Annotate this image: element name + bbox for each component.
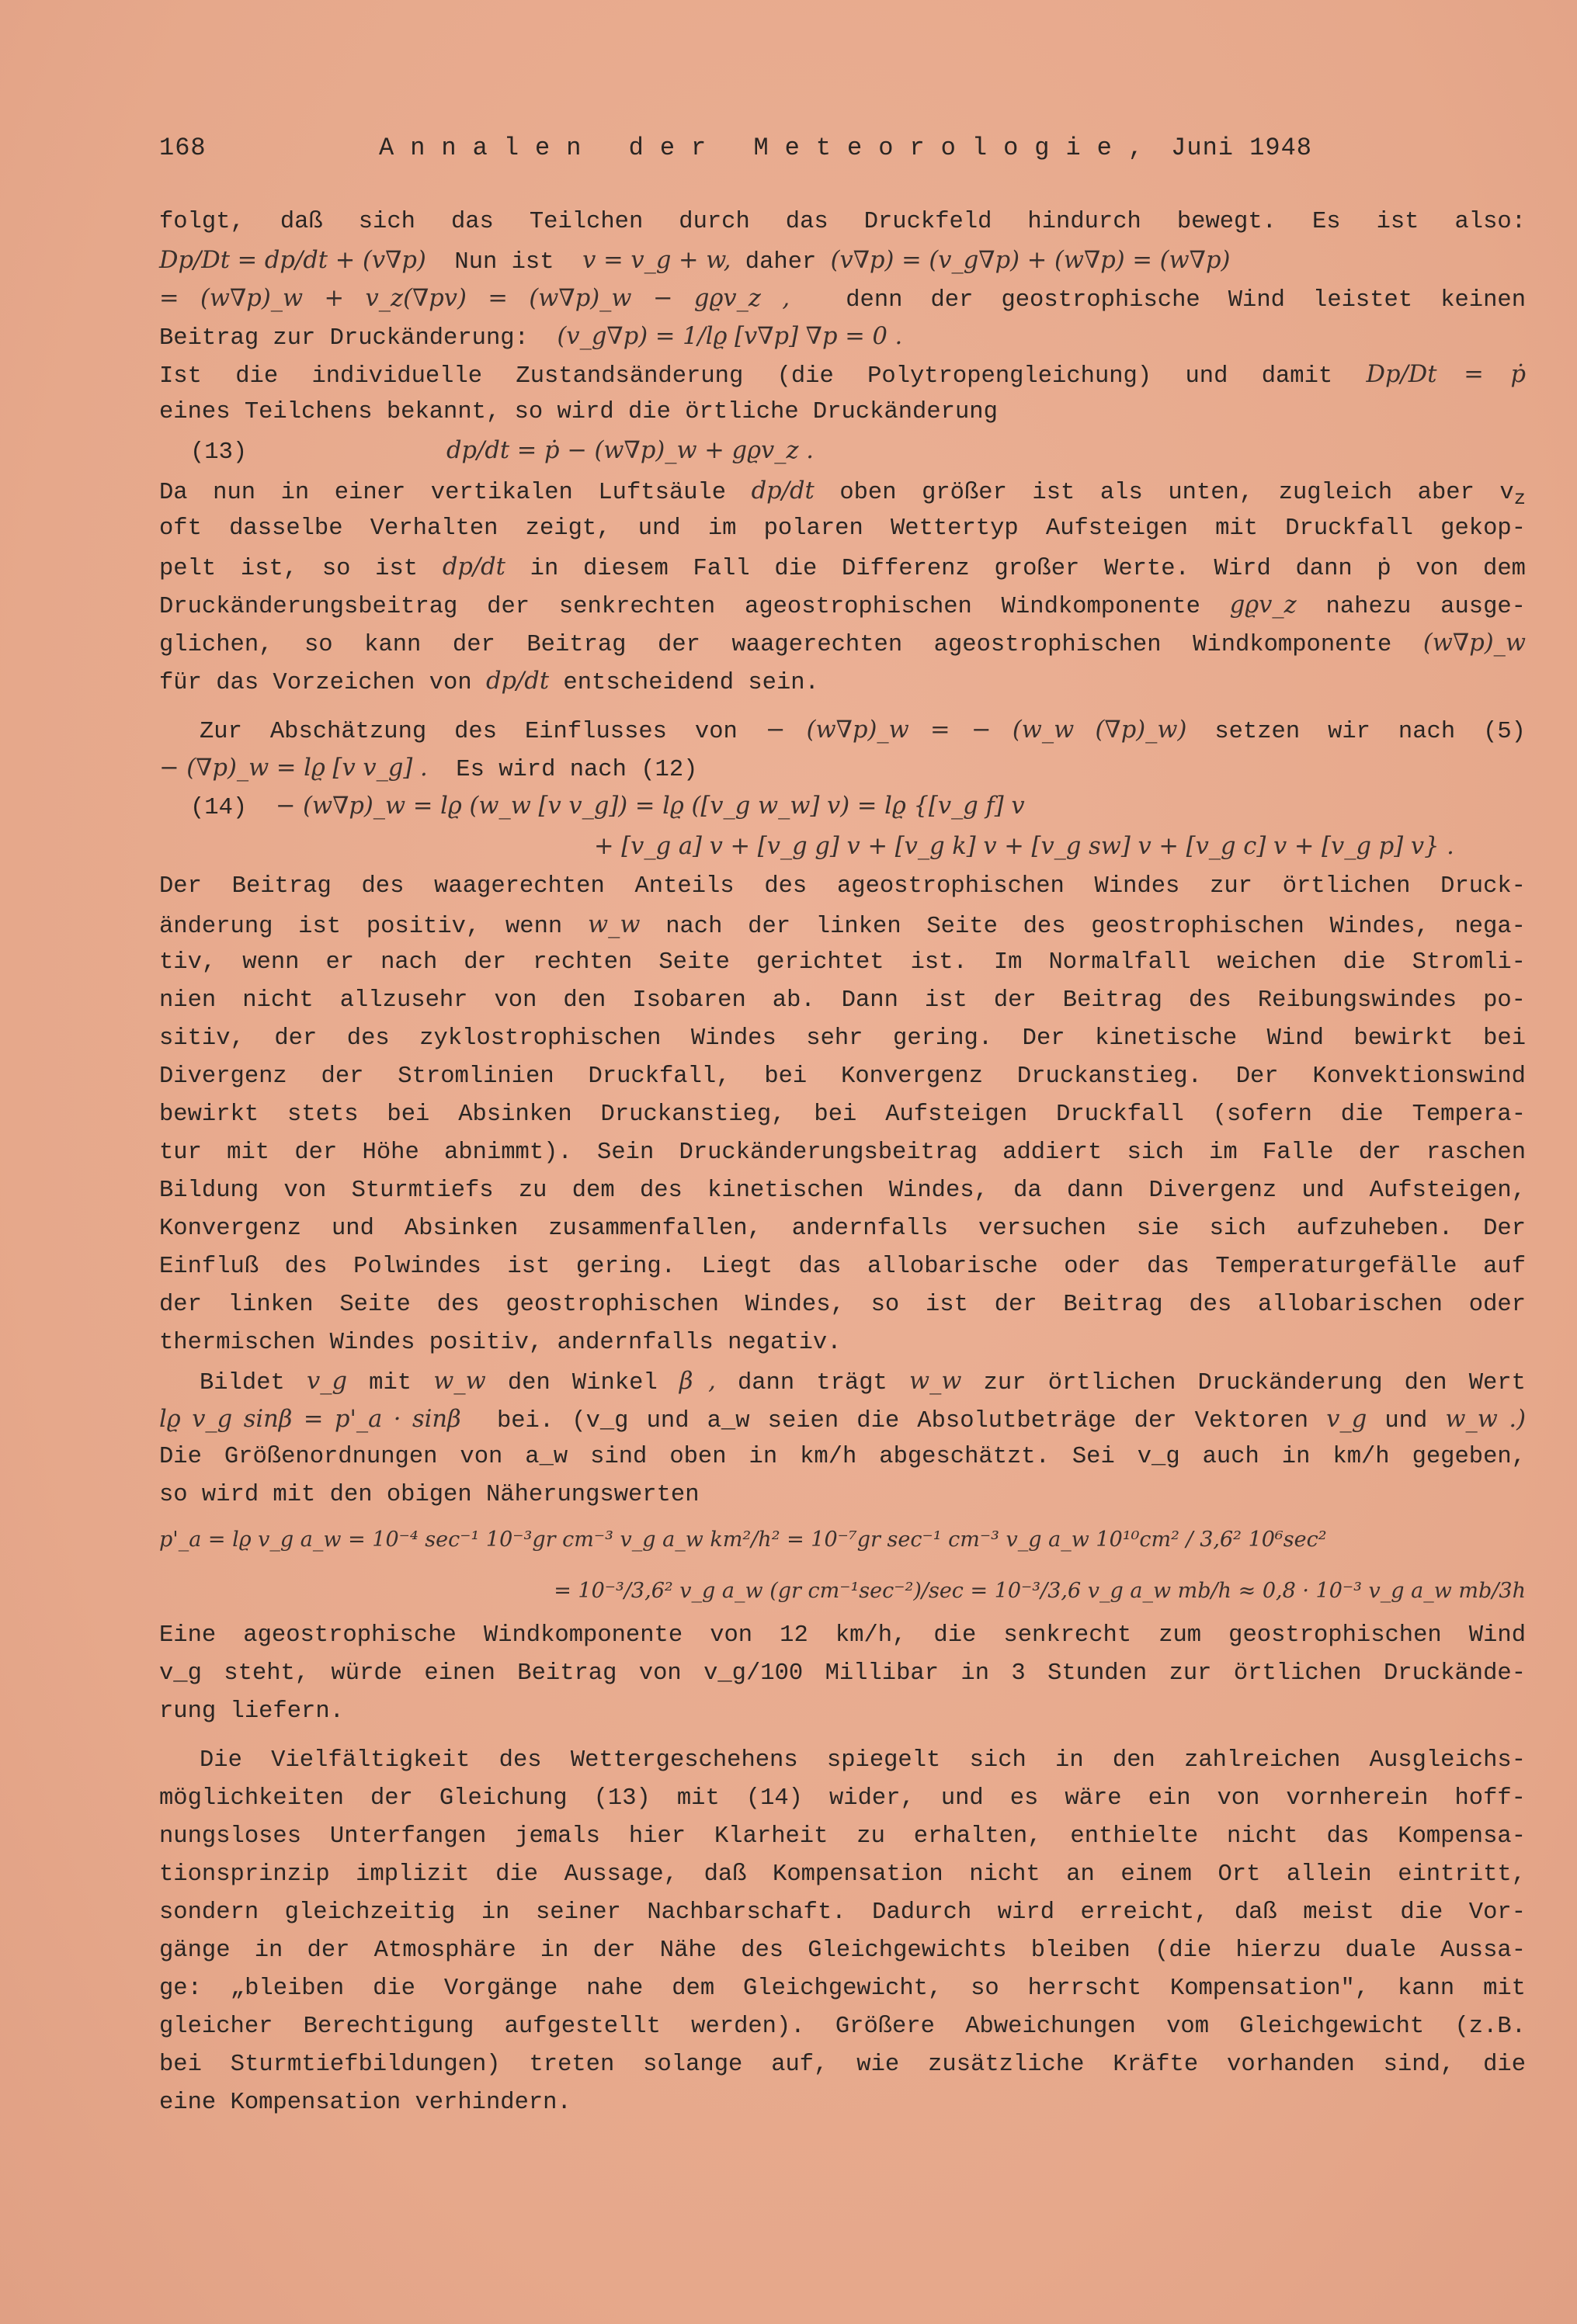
- text-line: Ist die individuelle Zustandsänderung (die Polytropengleichung) und damit Dp/Dt = ṗ: [159, 361, 1527, 390]
- text-line: gleicher Berechtigung aufgestellt werden). Größere Abweichungen vom Gleichgewicht (z.B.: [159, 2014, 1526, 2040]
- text-line: rung liefern.: [159, 1698, 344, 1725]
- formula: − (w∇p)_w = − (w_w (∇p)_w): [765, 716, 1187, 744]
- text-line: Die Größenordnungen von a_w sind oben in km/h abgeschätzt. Sei v_g auch in km/h gegeben,: [159, 1444, 1526, 1470]
- text-line: Konvergenz und Absinken zusammenfallen, andernfalls versuchen sie sich aufzuheben. Der: [159, 1216, 1526, 1242]
- text-line: Zur Abschätzung des Einflusses von − (w∇p)_w = − (w_w (∇p)_w) setzen wir nach (5): [200, 716, 1526, 745]
- equation-14-continued: [159, 827, 1526, 868]
- text-line: eine Kompensation verhindern.: [159, 2090, 571, 2116]
- text-line: gänge in der Atmosphäre in der Nähe des Gleichgewichts bleiben (die hierzu duale Aussa-: [159, 1937, 1526, 1964]
- equation-13: [159, 432, 1526, 472]
- formula: v_g: [1326, 1406, 1367, 1433]
- equation-number: (13): [190, 439, 248, 466]
- text-line: oft dasselbe Verhalten zeigt, und im polaren Wettertyp Aufsteigen mit Druckfall gekop-: [159, 515, 1526, 542]
- formula: gϱv_z: [1229, 591, 1297, 619]
- formula: w_w: [909, 1368, 962, 1395]
- text-line: Da nun in einer vertikalen Luftsäule dp/dt oben größer ist als unten, zugleich aber $v_z$: [159, 477, 1526, 511]
- text-line: Der Beitrag des waagerechten Anteils des ageostrophischen Windes zur örtlichen Druck-: [159, 873, 1526, 900]
- text-line: ge: „bleiben die Vorgänge nahe dem Gleichgewicht, so herrscht Kompensation", kann mit: [159, 1975, 1526, 2002]
- text-line: Die Vielfältigkeit des Wettergeschehens spiegelt sich in den zahlreichen Ausgleichs-: [200, 1747, 1526, 1774]
- text-line: pelt ist, so ist dp/dt in diesem Fall die Differenz großer Werte. Wird dann ṗ von dem: [159, 553, 1526, 582]
- formula: + [v_g a] v + [v_g g] v + [v_g k] v + [v_g sw] v + [v_g c] v + [v_g p] v} .: [594, 833, 1454, 860]
- formula: − (w∇p)_w = lϱ (w_w [v v_g]) = lϱ ([v_g w_w] v) = lϱ {[v_g f] v: [275, 793, 1025, 820]
- text-line: Eine ageostrophische Windkomponente von 12 km/h, die senkrecht zum geostrophischen Wind: [159, 1622, 1526, 1649]
- equation-14: [159, 787, 1526, 827]
- text-line: Bildet v_g mit w_w den Winkel β , dann trägt w_w zur örtlichen Druckänderung den Wert: [200, 1368, 1526, 1396]
- formula: w_w: [433, 1368, 486, 1395]
- formula: (v_g∇p) = 1/lϱ [v∇p] ∇p = 0 .: [557, 323, 903, 350]
- formula: (v∇p) = (v_g∇p) + (w∇p) = (w∇p): [830, 247, 1231, 274]
- text-line: sondern gleichzeitig in seiner Nachbarschaft. Dadurch wird erreicht, daß meist die Vor-: [159, 1899, 1526, 1926]
- text-line: tionsprinzip implizit die Aussage, daß Kompensation nicht an einem Ort allein eintritt,: [159, 1861, 1526, 1888]
- text-line: − (∇p)_w = lϱ [v v_g] . Es wird nach (12): [159, 754, 698, 783]
- text-line: Druckänderungsbeitrag der senkrechten ageostrophischen Windkomponente gϱv_z nahezu ausge-: [159, 591, 1526, 620]
- issue-date: Juni 1948: [1171, 134, 1312, 162]
- text-line: folgt, daß sich das Teilchen durch das Druckfeld hindurch bewegt. Es ist also:: [159, 209, 1526, 235]
- formula: v = v_g + w,: [582, 247, 731, 274]
- journal-title: Annalen der Meteorologie,: [379, 134, 1160, 162]
- formula: Dp/Dt = ṗ: [1366, 361, 1527, 388]
- text-line: v_g steht, würde einen Beitrag von v_g/100 Millibar in 3 Stunden zur örtlichen Druckände-: [159, 1660, 1526, 1687]
- text-line: Divergenz der Stromlinien Druckfall, bei Konvergenz Druckanstieg. Der Konvektionswind: [159, 1063, 1526, 1090]
- text-line: glichen, so kann der Beitrag der waagerechten ageostrophischen Windkomponente (w∇p)_w: [159, 630, 1526, 658]
- text-line: sitiv, der des zyklostrophischen Windes sehr gering. Der kinetische Wind bewirkt bei: [159, 1025, 1526, 1052]
- formula: dp/dt: [751, 477, 815, 505]
- formula: dp/dt: [442, 553, 505, 581]
- text-line: der linken Seite des geostrophischen Windes, so ist der Beitrag des allobarischen oder: [159, 1292, 1526, 1318]
- formula: w_w .): [1445, 1406, 1526, 1433]
- formula: = 10⁻³/3,6² v_g a_w (gr cm⁻¹sec⁻²)/sec = 10⁻³/3,6 v_g a_w mb/h ≈ 0,8 · 10⁻³ v_g a_w mb/3h: [554, 1579, 1526, 1603]
- text-line: thermischen Windes positiv, andernfalls negativ.: [159, 1330, 842, 1356]
- formula: dp/dt = ṗ − (w∇p)_w + gϱv_z .: [446, 437, 814, 464]
- equation-pa-2: [159, 1566, 1526, 1617]
- equation-number: (14): [190, 795, 248, 821]
- text-line: nungsloses Unterfangen jemals hier Klarheit zu erhalten, enthielte nicht das Kompensa-: [159, 1823, 1526, 1850]
- text-line: = (w∇p)_w + v_z(∇pv) = (w∇p)_w − gϱv_z , denn der geostrophische Wind leistet keinen: [159, 285, 1527, 314]
- text-line: Einfluß des Polwindes ist gering. Liegt das allobarische oder das Temperaturgefälle auf: [159, 1254, 1526, 1280]
- text-line: änderung ist positiv, wenn w_w nach der linken Seite des geostrophischen Windes, nega-: [159, 911, 1526, 940]
- formula: − (∇p)_w = lϱ [v v_g] .: [159, 754, 428, 782]
- text-line: Beitrag zur Druckänderung: (v_g∇p) = 1/lϱ [v∇p] ∇p = 0 .: [159, 323, 903, 352]
- text-line: Bildung von Sturmtiefs zu dem des kinetischen Windes, da dann Divergenz und Aufsteigen,: [159, 1178, 1526, 1204]
- formula: β ,: [679, 1368, 716, 1395]
- text-line: eines Teilchens bekannt, so wird die örtliche Druckänderung: [159, 399, 998, 425]
- formula: dp/dt: [485, 668, 550, 695]
- text-line: Dp/Dt = dp/dt + (v∇p) Nun ist v = v_g + w, daher (v∇p) = (v_g∇p) + (w∇p) = (w∇p): [159, 247, 1231, 276]
- formula: = (w∇p)_w + v_z(∇pv) = (w∇p)_w − gϱv_z ,: [159, 285, 790, 312]
- formula: lϱ v_g sinβ = p'_a · sinβ: [159, 1406, 461, 1433]
- body-text: [159, 203, 1526, 2122]
- formula: p'_a = lϱ v_g a_w = 10⁻⁴ sec⁻¹ 10⁻³gr cm⁻³ v_g a_w km²/h² = 10⁻⁷gr sec⁻¹ cm⁻³ v_g a_w 10¹⁰cm² / 3,6² 10⁶sec²: [159, 1528, 1327, 1552]
- formula: Dp/Dt = dp/dt + (v∇p): [159, 247, 426, 274]
- text-line: für das Vorzeichen von dp/dt entscheidend sein.: [159, 668, 819, 696]
- formula: (w∇p)_w: [1422, 630, 1526, 657]
- text-line: bewirkt stets bei Absinken Druckanstieg, bei Aufsteigen Druckfall (sofern die Tempera-: [159, 1101, 1526, 1128]
- text-line: bei Sturmtiefbildungen) treten solange auf, wie zusätzliche Kräfte vorhanden sind, die: [159, 2052, 1526, 2078]
- text-line: möglichkeiten der Gleichung (13) mit (14) wider, und es wäre ein von vornherein hoff-: [159, 1785, 1526, 1812]
- formula: v_g: [306, 1368, 347, 1395]
- formula: w_w: [587, 911, 641, 938]
- text-line: tiv, wenn er nach der rechten Seite gerichtet ist. Im Normalfall weichen die Stromli-: [159, 949, 1526, 976]
- text-line: tur mit der Höhe abnimmt). Sein Druckänderungsbeitrag addiert sich im Falle der raschen: [159, 1139, 1526, 1166]
- text-line: lϱ v_g sinβ = p'_a · sinβ bei. (v_g und a_w seien die Absolutbeträge der Vektoren v_g und w_w .): [159, 1406, 1526, 1434]
- page-number: 168: [159, 134, 207, 162]
- equation-pa-1: [159, 1514, 1526, 1566]
- text-line: so wird mit den obigen Näherungswerten: [159, 1482, 700, 1508]
- text-line: nien nicht allzusehr von den Isobaren ab. Dann ist der Beitrag des Reibungswindes po-: [159, 987, 1526, 1014]
